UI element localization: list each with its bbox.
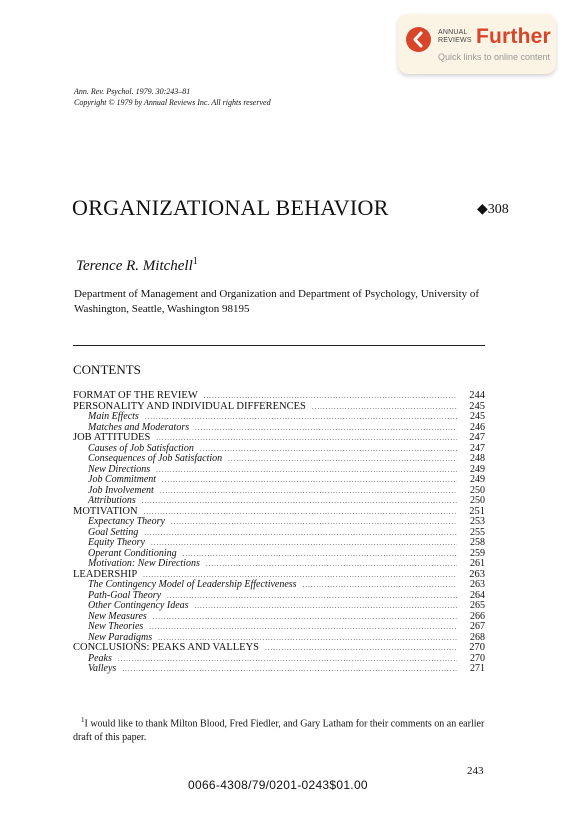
journal-citation bbox=[74, 86, 271, 108]
toc-entry-page: 264 bbox=[470, 589, 485, 601]
toc-entry-page: 250 bbox=[470, 495, 485, 506]
toc-entry-label: MOTIVATION bbox=[73, 505, 138, 517]
toc-entry-page: 249 bbox=[470, 474, 485, 485]
toc-entry-label: LEADERSHIP bbox=[73, 568, 138, 580]
toc-leader-dots bbox=[265, 643, 457, 654]
toc-leader-dots bbox=[204, 391, 457, 402]
banner-reviews-text: REVIEWS bbox=[438, 36, 472, 44]
toc-entry-page: 268 bbox=[470, 631, 485, 643]
toc-subentry bbox=[73, 454, 485, 465]
toc-entry-label: Path-Goal Theory bbox=[88, 589, 162, 601]
toc-leader-dots bbox=[303, 580, 457, 591]
toc-entry-label: Consequences of Job Satisfaction bbox=[88, 453, 223, 464]
banner-annual-text: ANNUAL bbox=[438, 29, 468, 36]
toc-entry-label: Matches and Moderators bbox=[88, 421, 190, 433]
toc-subentry bbox=[73, 622, 485, 633]
banner-brand: Further bbox=[476, 25, 551, 48]
toc-subentry bbox=[73, 580, 485, 591]
toc-leader-dots bbox=[144, 507, 457, 518]
title-reference-mark: ◆308 bbox=[477, 202, 509, 217]
toc-entry-page: 263 bbox=[469, 568, 485, 580]
section-divider bbox=[73, 345, 485, 346]
toc-entry-label: Equity Theory bbox=[88, 537, 145, 548]
toc-leader-dots bbox=[149, 622, 457, 633]
toc-entry-page: 247 bbox=[470, 442, 485, 454]
toc-leader-dots bbox=[171, 517, 457, 528]
toc-leader-dots bbox=[195, 423, 457, 434]
toc-leader-dots bbox=[156, 465, 457, 476]
toc-entry-page: 244 bbox=[469, 390, 485, 401]
toc-leader-dots bbox=[156, 433, 457, 444]
toc-entry-label: CONCLUSIONS: PEAKS AND VALLEYS bbox=[73, 642, 260, 653]
toc-entry-page: 266 bbox=[470, 610, 485, 622]
toc-entry-page: 270 bbox=[470, 652, 485, 664]
toc-subentry bbox=[73, 664, 485, 675]
toc-entry-label: Valleys bbox=[88, 663, 117, 674]
toc-entry-label: JOB ATTITUDES bbox=[73, 432, 151, 443]
toc-subentry bbox=[73, 538, 485, 549]
toc-leader-dots bbox=[195, 601, 457, 612]
toc-leader-dots bbox=[144, 528, 457, 539]
toc-subentry bbox=[73, 475, 485, 486]
toc-leader-dots bbox=[160, 486, 457, 497]
toc-entry bbox=[73, 643, 485, 654]
toc-leader-dots bbox=[142, 496, 457, 507]
author-footnote-mark[interactable]: 1 bbox=[192, 256, 198, 267]
citation-line-2: Copyright © 1979 by Annual Reviews Inc. All rights reserved bbox=[74, 98, 271, 107]
banner-annual-reviews-label bbox=[438, 29, 472, 44]
toc-entry-label: Operant Conditioning bbox=[88, 547, 177, 559]
toc-subentry bbox=[73, 412, 485, 423]
banner-subtitle: Quick links to online content bbox=[438, 52, 551, 62]
toc-entry-label: Causes of Job Satisfaction bbox=[88, 442, 194, 454]
toc-entry-label: Job Involvement bbox=[88, 484, 154, 496]
toc-entry-label: New Theories bbox=[88, 621, 144, 632]
toc-leader-dots bbox=[118, 654, 457, 665]
toc-entry-label: Other Contingency Ideas bbox=[88, 600, 189, 611]
toc-entry-page: 270 bbox=[469, 642, 485, 653]
toc-entry-page: 255 bbox=[470, 526, 485, 538]
toc-entry-page: 251 bbox=[469, 505, 485, 517]
toc-entry-page: 265 bbox=[470, 600, 485, 611]
toc-leader-dots bbox=[122, 664, 457, 675]
toc-entry-page: 245 bbox=[470, 411, 485, 422]
article-code: 0066-4308/79/0201-0243$01.00 bbox=[188, 778, 368, 792]
toc-leader-dots bbox=[151, 538, 457, 549]
toc-subentry bbox=[73, 496, 485, 507]
toc-entry-page: 259 bbox=[470, 547, 485, 559]
toc-leader-dots bbox=[153, 612, 457, 623]
toc-entry-label: Attributions bbox=[88, 495, 136, 506]
toc-entry-label: Expectancy Theory bbox=[88, 516, 165, 527]
contents-heading: CONTENTS bbox=[73, 362, 141, 377]
toc-entry-label: Peaks bbox=[88, 652, 112, 664]
toc-entry-label: Main Effects bbox=[88, 411, 139, 422]
toc-entry-page: 245 bbox=[469, 400, 485, 412]
toc-leader-dots bbox=[145, 412, 457, 423]
author-line bbox=[76, 256, 198, 275]
toc-entry-page: 258 bbox=[470, 537, 485, 548]
toc-leader-dots bbox=[162, 475, 457, 486]
toc-entry-label: The Contingency Model of Leadership Effectiveness bbox=[88, 579, 297, 590]
toc-entry-page: 247 bbox=[469, 432, 485, 443]
further-logo-icon bbox=[406, 27, 431, 52]
toc-subentry bbox=[73, 559, 485, 570]
toc-entry-page: 267 bbox=[470, 621, 485, 632]
toc-entry-label: Motivation: New Directions bbox=[88, 558, 200, 569]
toc-entry-page: 250 bbox=[470, 484, 485, 496]
toc-entry-page: 249 bbox=[470, 463, 485, 475]
toc-entry bbox=[73, 433, 485, 444]
toc-entry-label: Goal Setting bbox=[88, 526, 139, 538]
toc-leader-dots bbox=[200, 444, 457, 455]
footnote-mark: 1 bbox=[81, 716, 85, 724]
toc-leader-dots bbox=[312, 402, 457, 413]
toc-entry-label: New Paradigms bbox=[88, 631, 153, 643]
toc-leader-dots bbox=[183, 549, 457, 560]
toc-entry-label: FORMAT OF THE REVIEW bbox=[73, 390, 198, 401]
toc-entry-page: 253 bbox=[470, 516, 485, 527]
toc-leader-dots bbox=[228, 454, 457, 465]
author-name: Terence R. Mitchell bbox=[76, 258, 193, 274]
toc-leader-dots bbox=[206, 559, 457, 570]
article-title: ORGANIZATIONAL BEHAVIOR bbox=[72, 195, 389, 220]
toc-entry-page: 263 bbox=[470, 579, 485, 590]
toc-entry-page: 248 bbox=[470, 453, 485, 464]
footnote-text: I would like to thank Milton Blood, Fred Fiedler, and Gary Latham for their comments on an earlier draft of this paper. bbox=[73, 718, 485, 744]
toc-entry-label: New Measures bbox=[88, 610, 147, 622]
toc-leader-dots bbox=[167, 591, 457, 602]
toc-entry-label: PERSONALITY AND INDIVIDUAL DIFFERENCES bbox=[73, 400, 306, 412]
toc-subentry bbox=[73, 601, 485, 612]
toc-entry-label: New Directions bbox=[88, 463, 151, 475]
toc-entry-page: 271 bbox=[470, 663, 485, 674]
author-affiliation: Department of Management and Organization and Department of Psychology, University of Washington, Seattle, Washington 98195 bbox=[74, 288, 480, 315]
toc-subentry bbox=[73, 654, 485, 665]
acknowledgement-footnote bbox=[73, 713, 487, 745]
table-of-contents bbox=[73, 391, 485, 675]
toc-entry-page: 261 bbox=[470, 558, 485, 569]
citation-line-1: Ann. Rev. Psychol. 1979. 30:243–81 bbox=[74, 87, 191, 96]
page-number: 243 bbox=[467, 765, 484, 777]
annual-reviews-further-banner[interactable] bbox=[398, 14, 556, 74]
toc-subentry bbox=[73, 517, 485, 528]
toc-entry bbox=[73, 391, 485, 402]
toc-entry-label: Job Commitment bbox=[88, 474, 157, 485]
toc-entry-page: 246 bbox=[470, 421, 485, 433]
